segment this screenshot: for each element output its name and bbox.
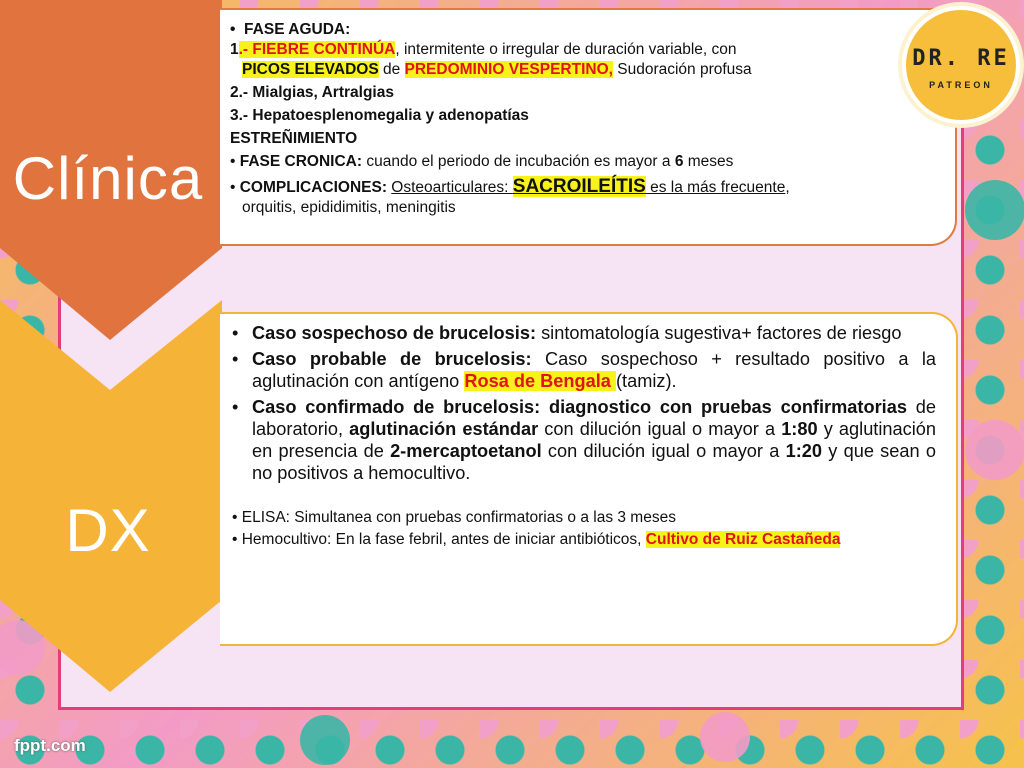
watermark: fppt.com [14, 736, 86, 755]
fase-aguda-heading: • FASE AGUDA: [230, 21, 351, 38]
i1-text: sintomatología sugestiva+ factores de riesgo [536, 323, 902, 343]
flourish-shape [965, 180, 1024, 240]
i2-text: Caso sospechoso + resultado positivo a la aglutinación con antígeno [252, 349, 937, 391]
clinica-chevron [0, 0, 222, 345]
clinica-line-3: 3.- Hepatoesplenomegalia y adenopatías [230, 107, 529, 124]
dx-label: DX [65, 497, 151, 564]
i3-g: con dilución igual o mayor a [541, 441, 786, 461]
badge-subtitle: PATREON [929, 80, 993, 90]
flourish-shape [700, 712, 750, 762]
clinica-line-2: 2.- Mialgias, Artralgias [230, 84, 394, 101]
comp-label: COMPLICACIONES: [239, 179, 387, 196]
l1-fiebre: .- FIEBRE CONTINÚA [238, 41, 396, 58]
hemocultivo-line: • Hemocultivo: En la fase febril, antes de iniciar antibióticos, Cultivo de Ruiz Castañeda [232, 531, 841, 548]
dx-item-sospechoso [252, 322, 936, 344]
clinica-label: Clínica [12, 145, 204, 212]
comp-frecuente: es la más frecuente [645, 179, 786, 196]
i3-180: 1:80 [781, 419, 818, 439]
i2-rosa-bengala: Rosa de Bengala [464, 371, 616, 391]
l1-de: de [378, 61, 405, 78]
i3-mercapto: 2-mercaptoetanol [390, 441, 542, 461]
dx-box [220, 312, 958, 646]
l1-num: 1 [230, 41, 239, 58]
cronica-num: 6 [674, 153, 684, 170]
comp-comma: , [785, 179, 790, 196]
i3-e: y aglutinación en presencia de [252, 419, 936, 461]
comp-orquitis: orquitis, epididimitis, meningitis [242, 199, 456, 216]
i3-bold: Caso confirmado de brucelosis: diagnostico con pruebas confirmatorias [252, 397, 907, 417]
clinica-line-1b [230, 60, 943, 80]
l1-predominio: PREDOMINIO VESPERTINO, [404, 61, 613, 78]
i1-bold: Caso sospechoso de brucelosis: [252, 323, 537, 343]
badge-title: DR. RE [912, 46, 1010, 71]
elisa-line: • ELISA: Simultanea con pruebas confirmatorias o a las 3 meses [232, 509, 676, 526]
l1-text: , intermitente o irregular de duración variable, con [395, 41, 737, 58]
dx-chevron [0, 300, 222, 695]
i3-i: y que sean o no positivos a hemocultivo. [252, 441, 936, 483]
i2-end: (tamiz). [615, 371, 677, 391]
cronica-end: meses [683, 153, 734, 170]
dx-case-list [232, 322, 936, 484]
elisa-text: ELISA: Simultanea con pruebas confirmatorias o a las 3 meses [241, 509, 676, 526]
dr-re-badge [902, 6, 1020, 124]
fase-aguda-text: FASE AGUDA: [244, 21, 351, 38]
hemo-text: Hemocultivo: En la fase febril, antes de iniciar antibióticos, [241, 531, 646, 548]
comp-sacroileitis: SACROILEÍTIS [512, 176, 646, 197]
i3-c: con dilución igual o mayor a [538, 419, 782, 439]
dx-item-confirmado [252, 396, 936, 484]
i2-bold: Caso probable de brucelosis: [252, 349, 532, 369]
cronica-text: cuando el periodo de incubación es mayor a [362, 153, 675, 170]
clinica-box [220, 8, 957, 246]
comp-osteo: Osteoarticulares: [391, 179, 513, 196]
badge-inner [906, 10, 1016, 120]
cronica-label: FASE CRONICA: [239, 153, 363, 170]
l1-picos: PICOS ELEVADOS [242, 61, 379, 78]
l1-sudoracion: Sudoración profusa [612, 61, 752, 78]
clinica-line-4: ESTREÑIMIENTO [230, 130, 358, 147]
complicaciones-line: • COMPLICACIONES: Osteoarticulares: SACROILEÍTIS es la más frecuente, [230, 176, 790, 197]
flourish-shape [300, 715, 350, 765]
i3-aglutinacion: aglutinación estándar [349, 419, 539, 439]
dx-item-probable [252, 348, 936, 392]
clinica-line-1 [230, 40, 943, 60]
i3-a: de laboratorio, [252, 397, 936, 439]
hemo-ruiz: Cultivo de Ruiz Castañeda [645, 531, 841, 548]
fase-cronica-line: • FASE CRONICA: cuando el periodo de incubación es mayor a 6 meses [230, 153, 734, 170]
flourish-shape [965, 420, 1024, 480]
i3-120: 1:20 [785, 441, 822, 461]
